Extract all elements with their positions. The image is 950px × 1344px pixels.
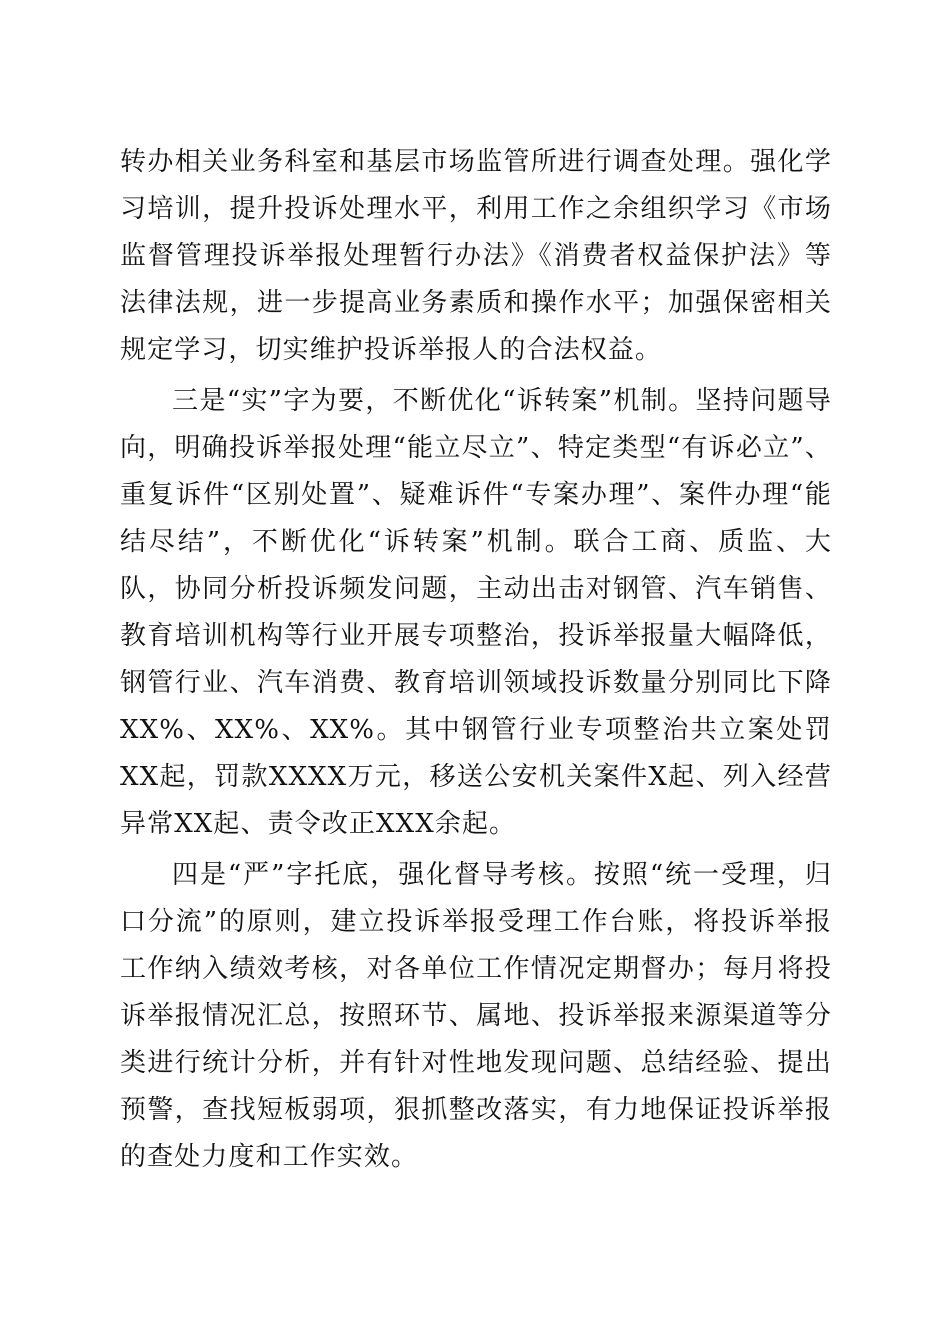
paragraph-three-practical-mechanism: 三是“实”字为要，不断优化“诉转案”机制。坚持问题导向，明确投诉举报处理“能立尽立”、特定类型“有诉必立”、重复诉件“区别处置”、疑难诉件“专案办理”、案件办理“能结尽结”，不断优化“诉转案”机制。联合工商、质监、大队，协同分析投诉频发问题，主动出击对钢管、汽车销售、教育培训机构等行业开展专项整治，投诉举报量大幅降低，钢管行业、汽车消费、教育培训领域投诉数量分别同比下降XX%、XX%、XX%。其中钢管行业专项整治共立案处罚XX起，罚款XXXX万元，移送公安机关案件X起、列入经营异常XX起、责令改正XXX余起。 (120, 386, 832, 839)
paragraph-four-strict-supervision: 四是“严”字托底，强化督导考核。按照“统一受理，归口分流”的原则，建立投诉举报受理工作台账，将投诉举报工作纳入绩效考核，对各单位工作情况定期督办；每月将投诉举报情况汇总，按照环节、属地、投诉举报来源渠道等分类进行统计分析，并有针对性地发现问题、总结经验、提出预警，查找短板弱项，狠抓整改落实，有力地保证投诉举报的查处力度和工作实效。 (120, 860, 832, 1172)
paragraph-complaint-transfer-training: 转办相关业务科室和基层市场监管所进行调查处理。强化学习培训，提升投诉处理水平，利用工作之余组织学习《市场监督管理投诉举报处理暂行办法》《消费者权益保护法》等法律法规，进一步提高业务素质和操作水平；加强保密相关规定学习，切实维护投诉举报人的合法权益。 (120, 147, 832, 365)
document-body (120, 139, 832, 1181)
